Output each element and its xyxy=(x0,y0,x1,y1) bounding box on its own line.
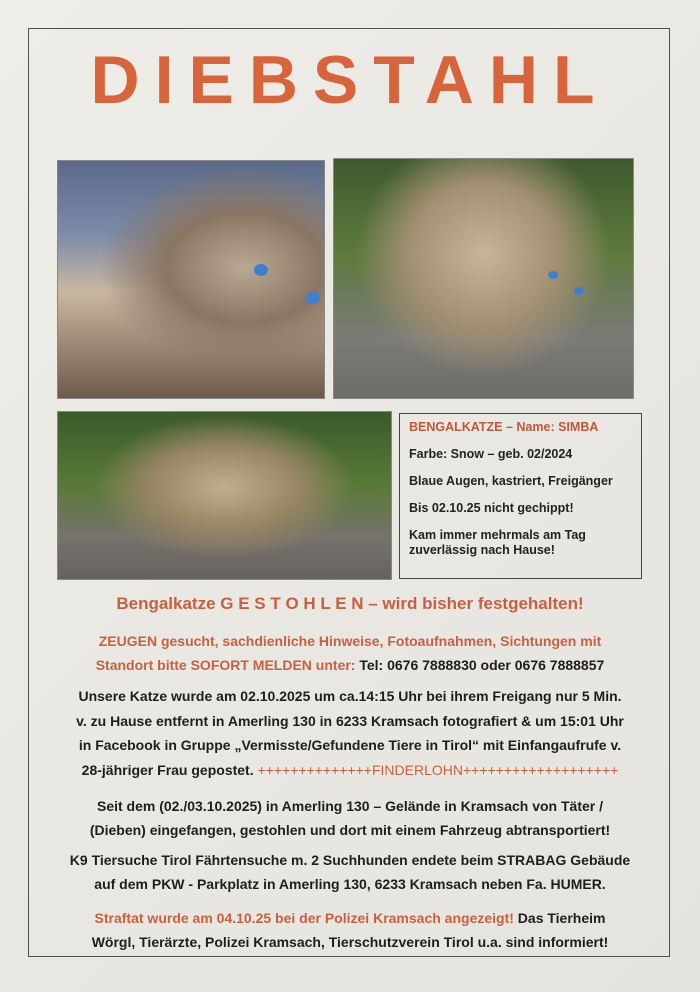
police-line-1-end: Das Tierheim xyxy=(517,910,606,926)
info-color-birth: Farbe: Snow – geb. 02/2024 xyxy=(409,447,573,461)
police-line-2: Wörgl, Tierärzte, Polizei Kramsach, Tierschutzverein Tirol u.a. sind informiert! xyxy=(91,934,609,950)
cat-photo-standing xyxy=(333,158,634,399)
poster-title: DIEBSTAHL xyxy=(90,42,610,118)
info-home-1: Kam immer mehrmals am Tag xyxy=(409,528,586,542)
witness-line-2: Standort bitte SOFORT MELDEN unter: xyxy=(95,657,356,673)
info-home-2: zuverlässig nach Hause! xyxy=(409,543,555,557)
cat-photo-lying xyxy=(57,160,325,399)
info-heading: BENGALKATZE – Name: SIMBA xyxy=(409,420,599,434)
story-line-3: in Facebook in Gruppe „Vermisste/Gefundene Tiere in Tirol“ mit Einfangaufrufe v. xyxy=(78,737,622,753)
theft-block xyxy=(30,794,670,842)
cat-info-box xyxy=(399,413,642,579)
witness-line-1: ZEUGEN gesucht, sachdienliche Hinweise, Fotoaufnahmen, Sichtungen mit xyxy=(98,633,602,649)
headline: Bengalkatze G E S T O H L E N – wird bisher festgehalten! xyxy=(116,594,584,613)
story-line-1: Unsere Katze wurde am 02.10.2025 um ca.14:15 Uhr bei ihrem Freigang nur 5 Min. xyxy=(78,688,622,704)
story-line-2: v. zu Hause entfernt in Amerling 130 in 6233 Kramsach fotografiert & um 15:01 Uhr xyxy=(76,712,624,729)
search-block xyxy=(30,848,670,896)
witness-block xyxy=(30,629,670,677)
police-report: Straftat wurde am 04.10.25 bei der Polizei Kramsach angezeigt! xyxy=(94,910,514,926)
theft-line-2: (Dieben) eingefangen, gestohlen und dort mit einem Fahrzeug abtransportiert! xyxy=(89,822,611,838)
story-line-4: 28-jähriger Frau gepostet. xyxy=(81,761,254,778)
theft-line-1: Seit dem (02./03.10.2025) in Amerling 130 – Gelände in Kramsach von Täter / xyxy=(96,798,604,814)
info-traits: Blaue Augen, kastriert, Freigänger xyxy=(409,474,613,488)
search-line-1: K9 Tiersuche Tirol Fährtensuche m. 2 Suchhunden endete beim STRABAG Gebäude xyxy=(69,852,631,868)
story-block xyxy=(30,684,670,782)
reward-banner: ++++++++++++++FINDERLOHN+++++++++++++++++++ xyxy=(257,761,619,778)
search-line-2: auf dem PKW - Parkplatz in Amerling 130, 6233 Kramsach neben Fa. HUMER. xyxy=(94,876,606,892)
police-block xyxy=(30,906,670,954)
phone-numbers: Tel: 0676 7888830 oder 0676 7888857 xyxy=(359,657,605,673)
cat-photo-walking xyxy=(57,411,392,580)
info-chip: Bis 02.10.25 nicht gechippt! xyxy=(409,501,574,515)
